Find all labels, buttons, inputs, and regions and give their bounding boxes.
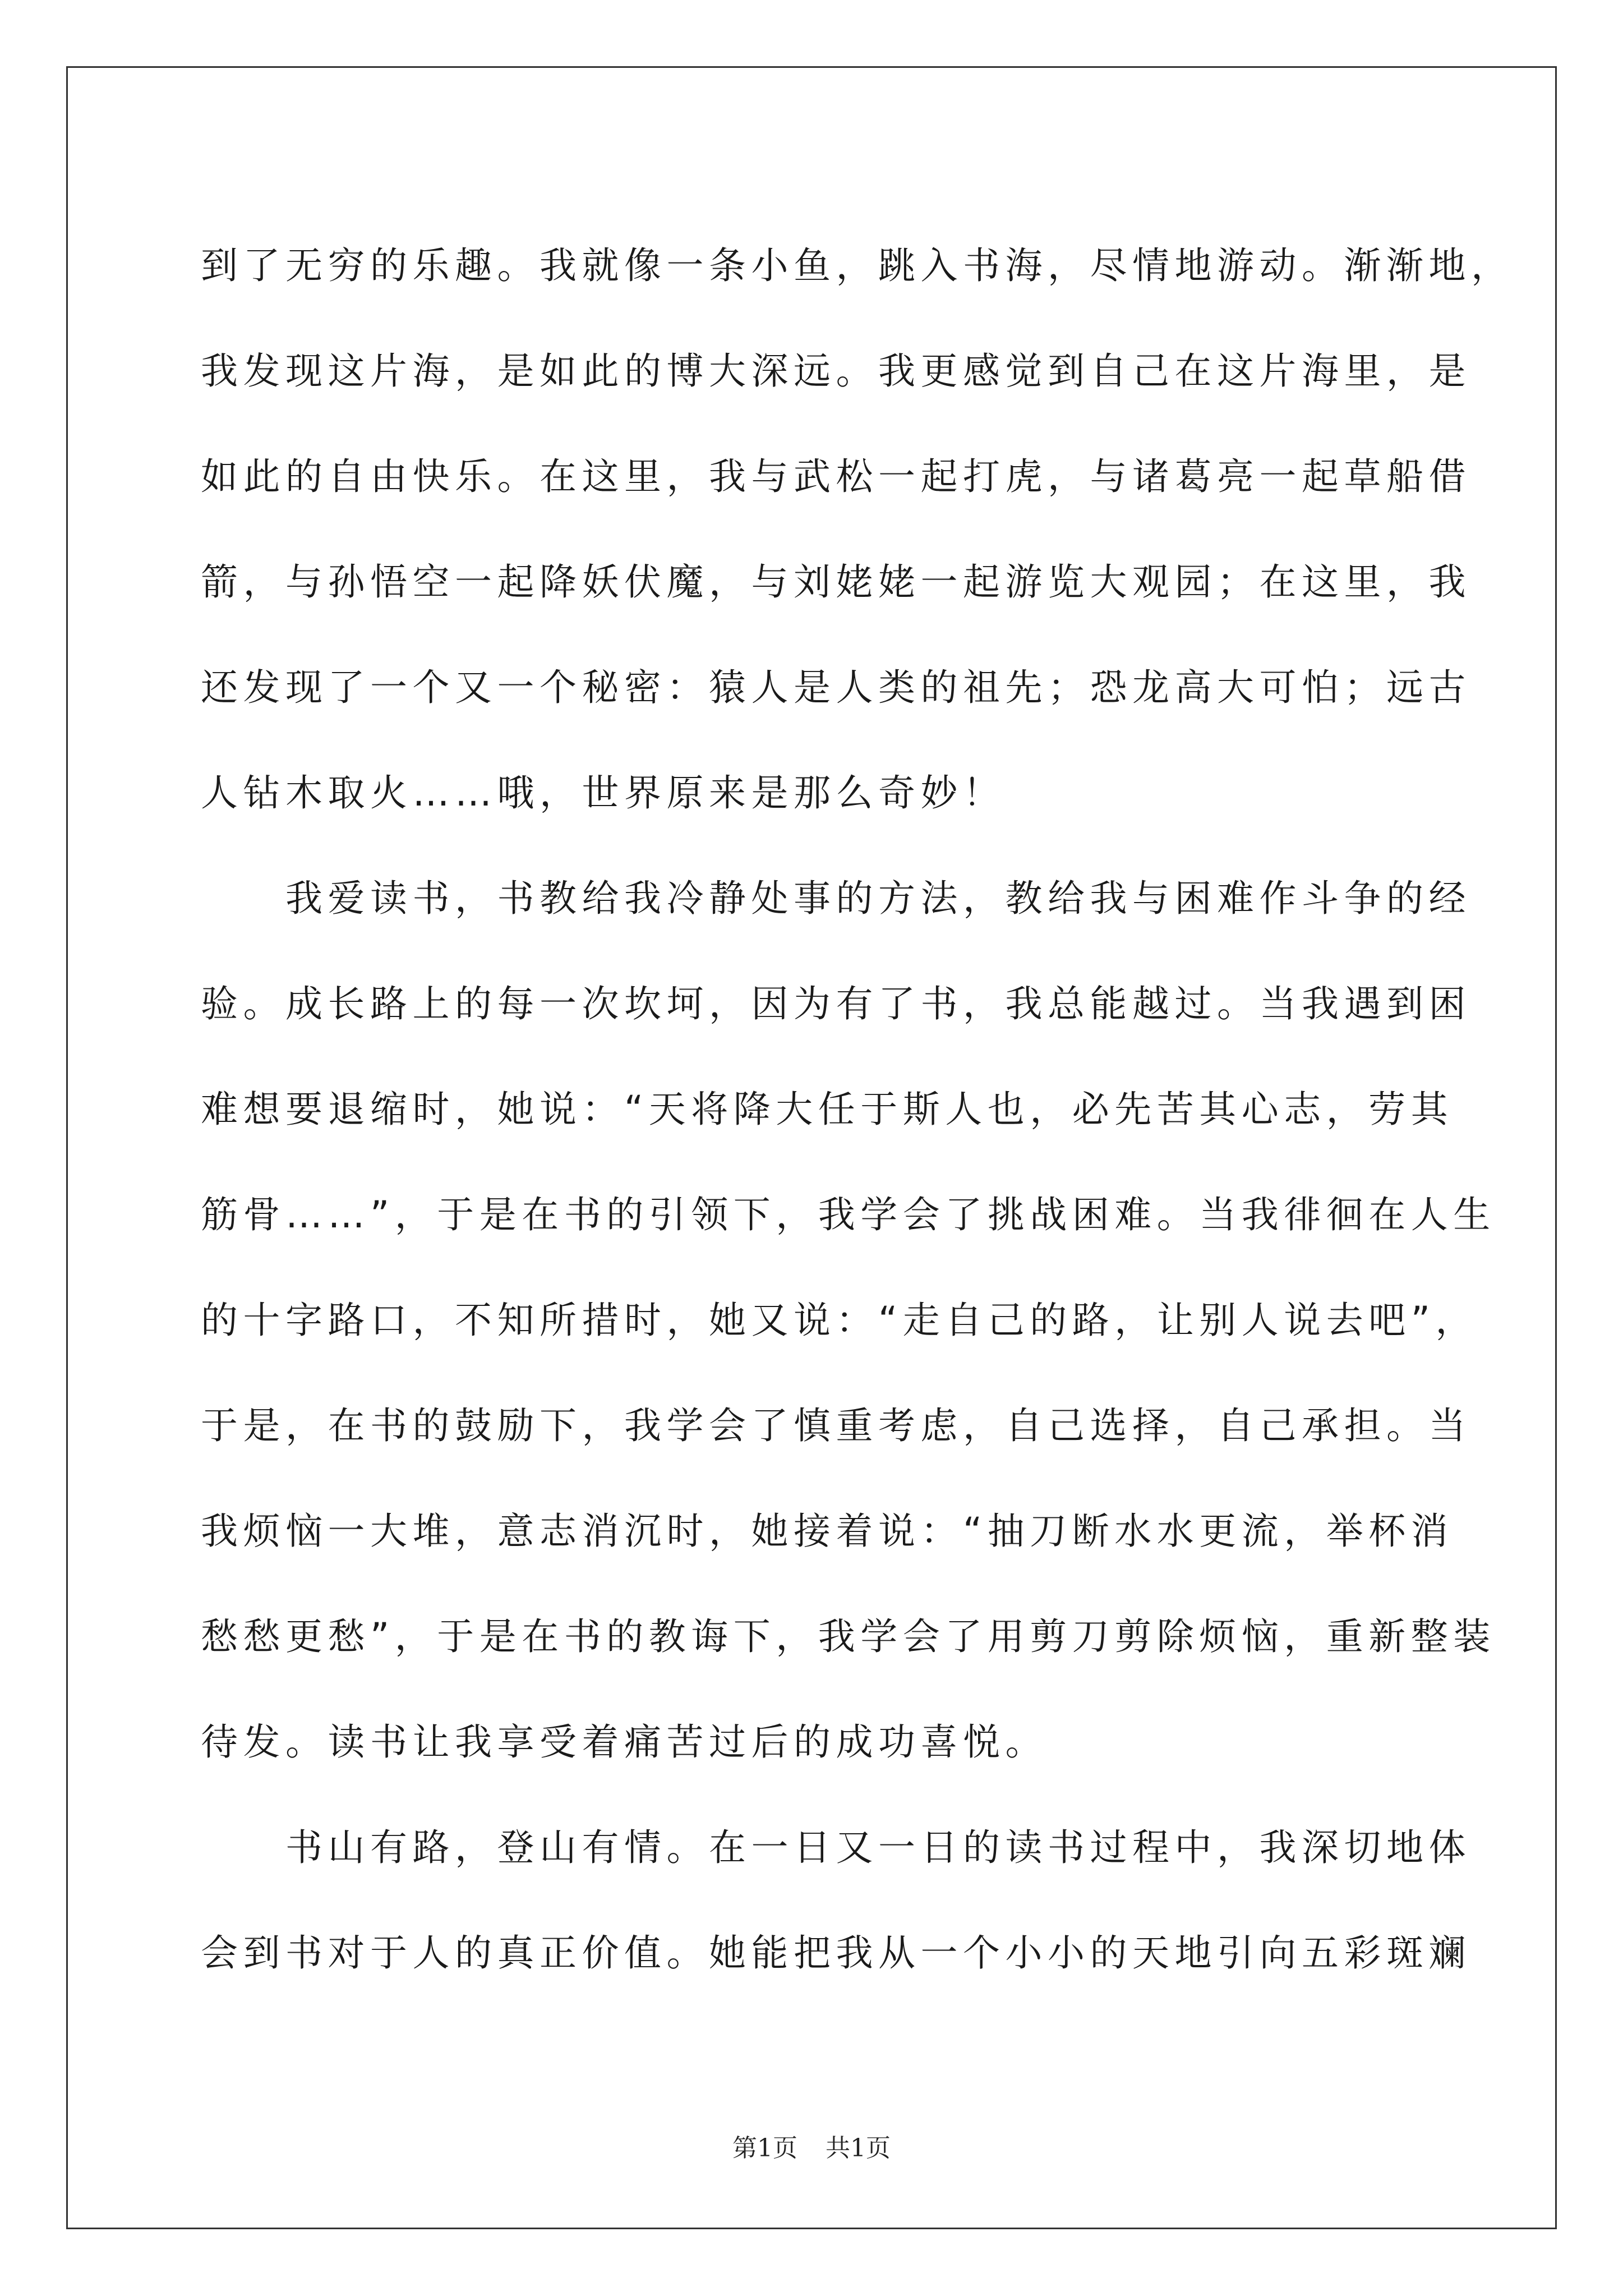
text-line: 箭，与孙悟空一起降妖伏魔，与刘姥姥一起游览大观园；在这里，我	[201, 560, 1471, 604]
text-line: 愁愁更愁”，于是在书的教诲下，我学会了用剪刀剪除烦恼，重新整装	[201, 1615, 1496, 1658]
text-line: 待发。读书让我享受着痛苦过后的成功喜悦。	[201, 1720, 1048, 1764]
text-line: 难想要退缩时，她说：“天将降大任于斯人也，必先苦其心志，劳其	[201, 1088, 1454, 1131]
text-line: 我烦恼一大堆，意志消沉时，她接着说：“抽刀断水水更流，举杯消	[201, 1510, 1454, 1553]
page-footer	[0, 2132, 1623, 2165]
text-line: 人钻木取火……哦，世界原来是那么奇妙！	[201, 771, 1006, 815]
text-line: 于是，在书的鼓励下，我学会了慎重考虑，自己选择，自己承担。当	[201, 1404, 1471, 1447]
text-line: 验。成长路上的每一次坎坷，因为有了书，我总能越过。当我遇到困	[201, 982, 1471, 1025]
text-line: 筋骨……”，于是在书的引领下，我学会了挑战困难。当我徘徊在人生	[201, 1193, 1496, 1236]
total-pages-label: 共1页	[826, 2134, 891, 2162]
text-line: 还发现了一个又一个秘密：猿人是人类的祖先；恐龙高大可怕；远古	[201, 666, 1471, 709]
current-page-label: 第1页	[732, 2134, 797, 2162]
text-line: 书山有路，登山有情。在一日又一日的读书过程中，我深切地体	[201, 1826, 1471, 1869]
text-line: 我发现这片海，是如此的博大深远。我更感觉到自己在这片海里，是	[201, 349, 1471, 393]
text-line: 的十字路口，不知所措时，她又说：“走自己的路，让别人说去吧”，	[201, 1299, 1478, 1342]
text-line: 我爱读书，书教给我冷静处事的方法，教给我与困难作斗争的经	[201, 877, 1471, 920]
text-line: 如此的自由快乐。在这里，我与武松一起打虎，与诸葛亮一起草船借	[201, 455, 1471, 498]
body-text	[201, 213, 1514, 2006]
text-line: 到了无穷的乐趣。我就像一条小鱼，跳入书海，尽情地游动。渐渐地，	[201, 244, 1514, 287]
text-line: 会到书对于人的真正价值。她能把我从一个小小的天地引向五彩斑斓	[201, 1931, 1471, 1975]
